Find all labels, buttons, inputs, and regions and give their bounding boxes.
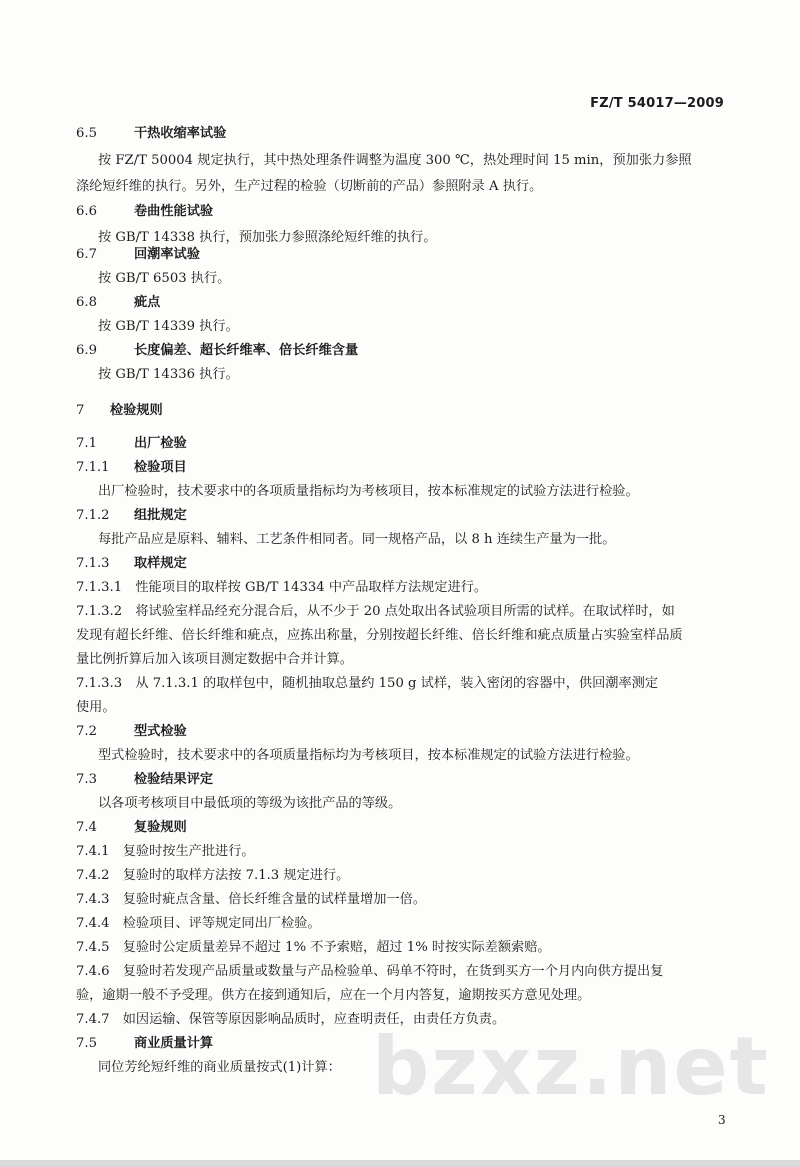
paragraph-line: 量比例折算后加入该项目测定数据中合并计算。 (76, 652, 353, 667)
section-number: 7 (76, 403, 85, 418)
paragraph-line: 验，逾期一般不予受理。供方在接到通知后，应在一个月内答复，逾期按买方意见处理。 (76, 988, 591, 1003)
section-heading (76, 819, 187, 837)
section-heading (76, 342, 358, 360)
paragraph-line: 按 GB/T 6503 执行。 (98, 271, 231, 286)
paragraph-line: 每批产品应是原料、辅料、工艺条件相同者。同一规格产品，以 8 h 连续生产量为一批。 (98, 532, 616, 547)
paragraph-line: 同位芳纶短纤维的商业质量按式(1)计算： (98, 1060, 341, 1075)
section-number: 7.4 (76, 820, 97, 835)
section-title: 取样规定 (134, 556, 187, 571)
section-number: 7.1.1 (76, 460, 110, 475)
section-title: 复验规则 (134, 820, 187, 835)
paragraph-line: 以各项考核项目中最低项的等级为该批产品的等级。 (98, 796, 402, 811)
paragraph-line: 使用。 (76, 700, 116, 715)
paragraph-line: 按 GB/T 14336 执行。 (98, 367, 239, 382)
clause-line: 7.1.3.2 将试验室样品经充分混合后，从不少于 20 点处取出各试验项目所需的试样。在取试样时，如 (76, 604, 675, 619)
section-heading (76, 459, 187, 477)
section-title: 疵点 (134, 295, 161, 310)
section-heading (76, 507, 187, 525)
clause-line: 7.4.7 如因运输、保管等原因影响品质时，应查明责任，由责任方负责。 (76, 1012, 506, 1027)
section-title: 检验结果评定 (134, 772, 214, 787)
section-title: 干热收缩率试验 (134, 126, 227, 141)
clause-line: 7.1.3.3 从 7.1.3.1 的取样包中，随机抽取总量约 150 g 试样，装入密闭的容器中，供回潮率测定 (76, 676, 659, 691)
section-title: 型式检验 (134, 724, 187, 739)
standard-code: FZ/T 54017—2009 (590, 96, 724, 111)
section-heading (76, 771, 213, 789)
clause-line: 7.4.4 检验项目、评等规定同出厂检验。 (76, 916, 321, 931)
section-number: 6.7 (76, 247, 97, 262)
clause-line: 7.4.6 复验时若发现产品质量或数量与产品检验单、码单不符时，在货到买方一个月内向供方提出复 (76, 964, 664, 979)
section-title: 出厂检验 (134, 436, 187, 451)
section-title: 卷曲性能试验 (134, 204, 214, 219)
section-number: 7.1 (76, 436, 97, 451)
section-heading (76, 203, 213, 221)
paragraph-line: 型式检验时，技术要求中的各项质量指标均为考核项目，按本标准规定的试验方法进行检验。 (98, 748, 639, 763)
paragraph-line: 发现有超长纤维、倍长纤维和疵点，应拣出称量，分别按超长纤维、倍长纤维和疵点质量占实验室样品质 (76, 628, 683, 643)
chapter-heading (76, 402, 163, 420)
section-number: 7.3 (76, 772, 97, 787)
paragraph-line: 按 GB/T 14339 执行。 (98, 319, 239, 334)
section-number: 7.1.3 (76, 556, 110, 571)
paragraph-line: 按 GB/T 14338 执行，预加张力参照涤纶短纤维的执行。 (98, 230, 437, 245)
watermark: bzxz.net (372, 1020, 770, 1113)
clause-line: 7.4.3 复验时疵点含量、倍长纤维含量的试样量增加一倍。 (76, 892, 427, 907)
section-number: 6.8 (76, 295, 97, 310)
section-number: 7.1.2 (76, 508, 110, 523)
paragraph-line: 按 FZ/T 50004 规定执行，其中热处理条件调整为温度 300 ℃，热处理时间 15 min，预加张力参照 (98, 153, 692, 168)
section-title: 回潮率试验 (134, 247, 200, 262)
section-heading (76, 723, 187, 741)
section-number: 7.5 (76, 1036, 97, 1051)
paragraph-line: 涤纶短纤维的执行。另外，生产过程的检验（切断前的产品）参照附录 A 执行。 (76, 179, 543, 194)
section-heading (76, 1035, 213, 1053)
section-title: 检验规则 (110, 403, 163, 418)
paragraph-line: 出厂检验时，技术要求中的各项质量指标均为考核项目，按本标准规定的试验方法进行检验。 (98, 484, 639, 499)
section-number: 6.6 (76, 204, 97, 219)
section-title: 长度偏差、超长纤维率、倍长纤维含量 (134, 343, 359, 358)
clause-line: 7.4.1 复验时按生产批进行。 (76, 844, 255, 859)
section-number: 7.2 (76, 724, 97, 739)
section-heading (76, 125, 226, 143)
section-title: 商业质量计算 (134, 1036, 214, 1051)
clause-line: 7.4.2 复验时的取样方法按 7.1.3 规定进行。 (76, 868, 350, 883)
section-number: 6.9 (76, 343, 97, 358)
clause-line: 7.1.3.1 性能项目的取样按 GB/T 14334 中产品取样方法规定进行。 (76, 580, 488, 595)
page-number: 3 (718, 1113, 726, 1127)
section-number: 6.5 (76, 126, 97, 141)
clause-line: 7.4.5 复验时公定质量差异不超过 1% 不予索赔，超过 1% 时按实际差额索赔。 (76, 940, 551, 955)
section-heading (76, 555, 187, 573)
bottom-divider (0, 1160, 800, 1167)
section-title: 组批规定 (134, 508, 187, 523)
section-heading (76, 246, 200, 264)
section-title: 检验项目 (134, 460, 187, 475)
section-heading (76, 294, 160, 312)
section-heading (76, 435, 187, 453)
